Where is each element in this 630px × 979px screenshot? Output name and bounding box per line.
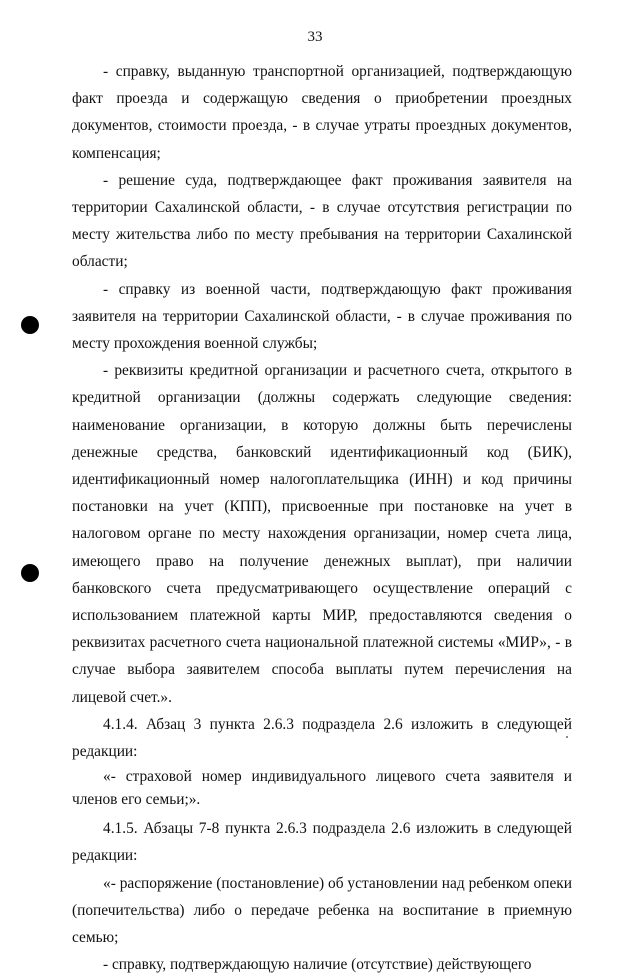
scan-speck [566,736,568,738]
paragraph-clause-4-1-4: 4.1.4. Абзац 3 пункта 2.6.3 подраздела 2.6 изложить в следующей редакции: [72,715,572,761]
punch-hole-bottom [21,564,39,582]
page-number: 33 [307,29,323,45]
paragraph-guardianship-order: «- распоряжение (постановление) об установлении над ребенком опеки (попечительства) либо о передаче ребенка на воспитание в приемную семью; [72,874,572,947]
paragraph-insurance-number: «- страховой номер индивидуального лицевого счета заявителя и членов его семьи;». [72,768,572,809]
punch-hole-top [21,316,39,334]
paragraph-certificate-presence: - справку, подтверждающую наличие (отсутствие) действующего [103,956,532,974]
paragraph-military-certificate: - справку из военной части, подтверждающую факт проживания заявителя на территории Сахалинской области, - в случае проживания по месту прохождения военной службы; [72,280,572,353]
paragraph-clause-4-1-5: 4.1.5. Абзацы 7-8 пункта 2.6.3 подраздела 2.6 изложить в следующей редакции: [72,820,572,865]
document-body [72,58,572,979]
paragraph-court-decision: - решение суда, подтверждающее факт проживания заявителя на территории Сахалинской области, - в случае отсутствия регистрации по месту жительства либо по месту пребывания на территории Сахалинской области; [72,171,572,271]
paragraph-bank-details: - реквизиты кредитной организации и расчетного счета, открытого в кредитной организации (должны содержать следующие сведения: наименование организации, в которую должны быть перечислены денежные средства, банковский идентификационный код (БИК), идентификационный номер налогоплательщика (ИНН) и код причины постановки на учет (КПП), присвоенные при постановке на учет в налоговом органе по месту нахождения организации, номер счета лица, имеющего право на получение денежных выплат), при наличии банковского счета предусматривающего осуществление операций с использованием платежной карты МИР, предоставляются сведения о реквизитах расчетного счета национальной платежной системы «МИР», - в случае выбора заявителем способа выплаты путем перечисления на лицевой счет.». [72,362,572,706]
paragraph-transport-certificate: - справку, выданную транспортной организацией, подтверждающую факт проезда и содержащую сведения о приобретении проездных документов, стоимости проезда, - в случае утраты проездных документов, компенсация; [72,63,572,162]
